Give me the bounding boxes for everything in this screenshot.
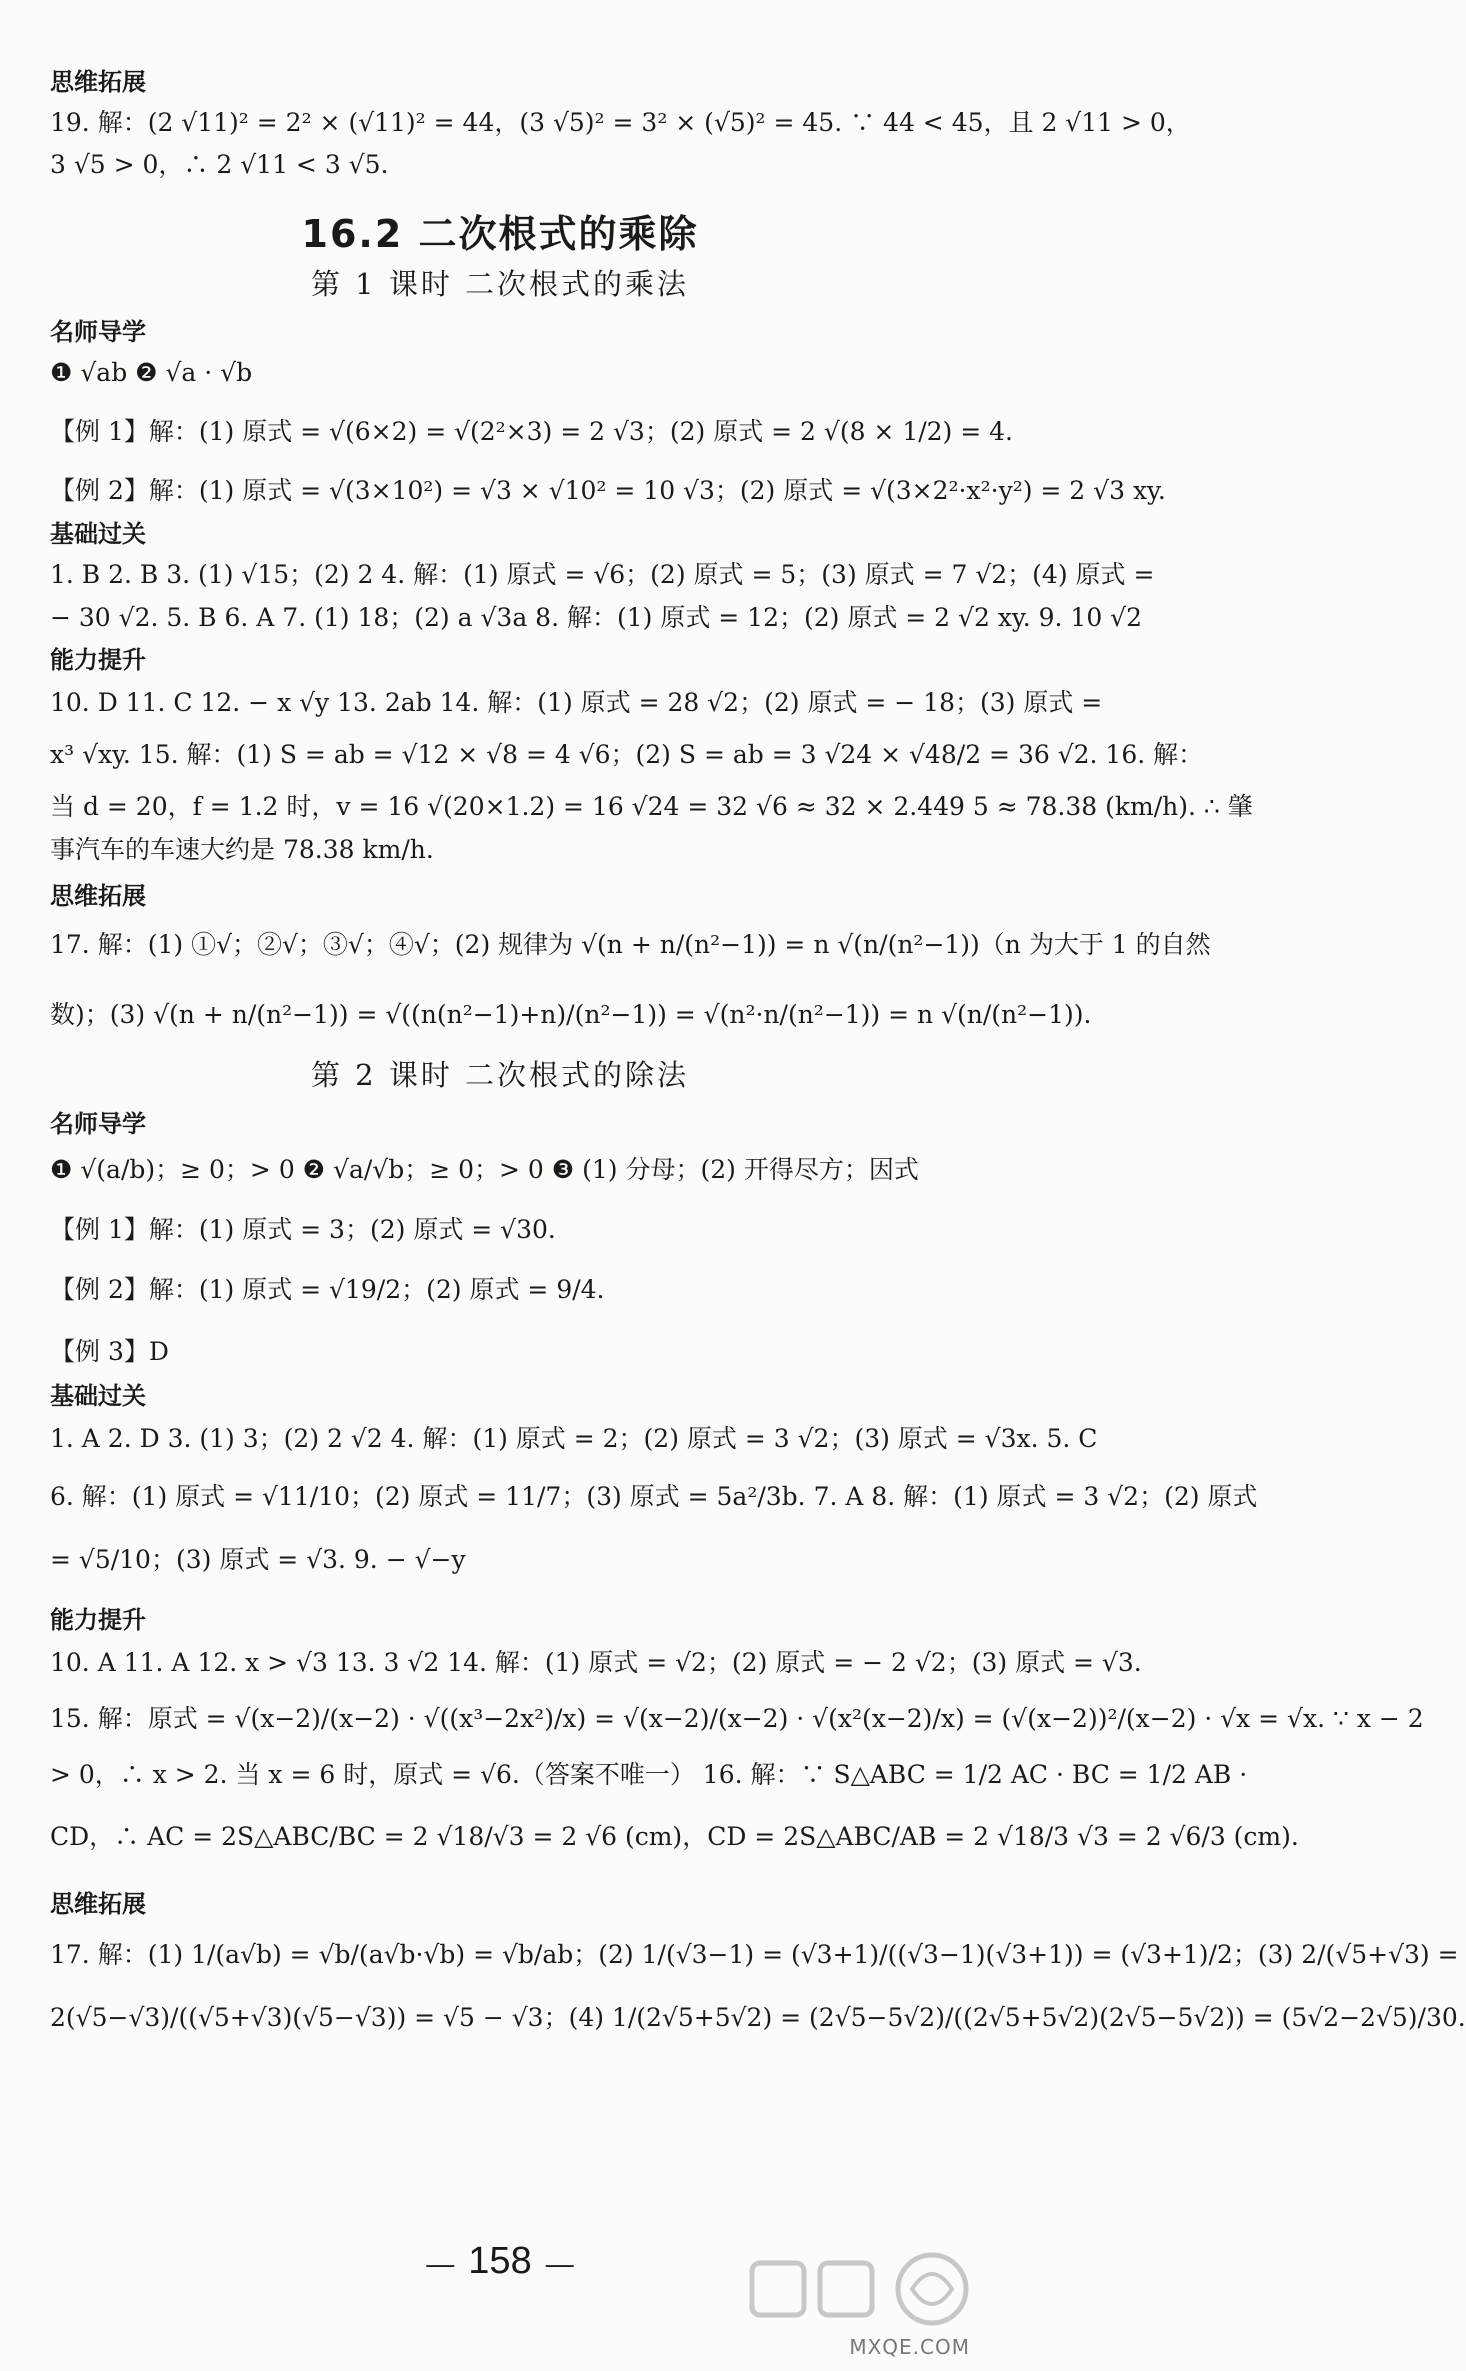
answer-line: 19. 解：(2 √11)² = 2² × (√11)² = 44，(3 √5)² = 3² × (√5)² = 45. ∵ 44 < 45，且 2 √11 > 0， [50, 108, 1191, 137]
answer-line: 数)；(3) √(n + n/(n²−1)) = √((n(n²−1)+n)/(n²−1)) = √(n²·n/(n²−1)) = n √(n/(n²−1)). [50, 1000, 1092, 1029]
page-number: — 158 — [0, 2240, 1000, 2283]
answer-line: 【例 3】D [50, 1337, 169, 1366]
answer-line: x³ √xy. 15. 解：(1) S = ab = √12 × √8 = 4 √6；(2) S = ab = 3 √24 × √48/2 = 36 √2. 16. 解： [50, 740, 1204, 769]
answer-line: = √5/10；(3) 原式 = √3. 9. − √−y [50, 1545, 466, 1574]
answer-line: 15. 解：原式 = √(x−2)/(x−2) · √((x³−2x²)/x) = √(x−2)/(x−2) · √(x²(x−2)/x) = (√(x−2))²/(x−2) · √x = √x. ∵ x − 2 [50, 1704, 1424, 1733]
answer-line: 【例 2】解：(1) 原式 = √19/2；(2) 原式 = 9/4. [50, 1275, 605, 1304]
answer-line: 1. B 2. B 3. (1) √15；(2) 2 4. 解：(1) 原式 = √6；(2) 原式 = 5；(3) 原式 = 7 √2；(4) 原式 = [50, 560, 1155, 589]
section-heading: 思维拓展 [50, 1890, 146, 1918]
answer-line: CD，∴ AC = 2S△ABC/BC = 2 √18/√3 = 2 √6 (cm)，CD = 2S△ABC/AB = 2 √18/3 √3 = 2 √6/3 (cm). [50, 1822, 1299, 1851]
section-heading: 能力提升 [50, 646, 146, 674]
answer-line: − 30 √2. 5. B 6. A 7. (1) 18；(2) a √3a 8. 解：(1) 原式 = 12；(2) 原式 = 2 √2 xy. 9. 10 √2 [50, 603, 1143, 632]
answer-line: 6. 解：(1) 原式 = √11/10；(2) 原式 = 11/7；(3) 原式 = 5a²/3b. 7. A 8. 解：(1) 原式 = 3 √2；(2) 原式 [50, 1482, 1258, 1511]
answer-line: 事汽车的车速大约是 78.38 km/h. [50, 835, 434, 864]
answer-line: 2(√5−√3)/((√5+√3)(√5−√3)) = √5 − √3；(4) 1/(2√5+5√2) = (2√5−5√2)/((2√5+5√2)(2√5−5√2)) = (5√2−2√5)/30. [50, 2003, 1466, 2032]
section-heading: 基础过关 [50, 520, 146, 548]
watermark-text: MXQE.COM [849, 2335, 970, 2359]
answer-line: > 0，∴ x > 2. 当 x = 6 时，原式 = √6.（答案不唯一） 16. 解：∵ S△ABC = 1/2 AC · BC = 1/2 AB · [50, 1760, 1248, 1789]
answer-line: ❶ √(a/b)；≥ 0；> 0 ❷ √a/√b；≥ 0；> 0 ❸ (1) 分母；(2) 开得尽方；因式 [50, 1155, 919, 1184]
answer-line: 10. A 11. A 12. x > √3 13. 3 √2 14. 解：(1) 原式 = √2；(2) 原式 = − 2 √2；(3) 原式 = √3. [50, 1648, 1142, 1677]
answer-line: 【例 2】解：(1) 原式 = √(3×10²) = √3 × √10² = 10 √3；(2) 原式 = √(3×2²·x²·y²) = 2 √3 xy. [50, 476, 1166, 505]
lesson-title: 第 2 课时 二次根式的除法 [310, 1058, 690, 1092]
section-heading: 名师导学 [50, 1110, 146, 1138]
lesson-title: 第 1 课时 二次根式的乘法 [310, 267, 690, 301]
section-heading: 思维拓展 [50, 68, 146, 96]
answer-line: 当 d = 20，f = 1.2 时，v = 16 √(20×1.2) = 16 √24 = 32 √6 ≈ 32 × 2.449 5 ≈ 78.38 (km/h). ∴ 肇 [50, 792, 1253, 821]
section-heading: 能力提升 [50, 1606, 146, 1634]
answer-line: 3 √5 > 0，∴ 2 √11 < 3 √5. [50, 150, 389, 179]
answer-line: 【例 1】解：(1) 原式 = √(6×2) = √(2²×3) = 2 √3；(2) 原式 = 2 √(8 × 1/2) = 4. [50, 417, 1014, 446]
lesson-title: 16.2 二次根式的乘除 [301, 212, 699, 256]
section-heading: 名师导学 [50, 318, 146, 346]
answer-line: 17. 解：(1) 1/(a√b) = √b/(a√b·√b) = √b/ab；(2) 1/(√3−1) = (√3+1)/((√3−1)(√3+1)) = (√3+1)/2；(3) 2/(√5+√3) = [50, 1940, 1459, 1969]
section-heading: 思维拓展 [50, 882, 146, 910]
answer-line: ❶ √ab ❷ √a · √b [50, 358, 253, 387]
section-heading: 基础过关 [50, 1382, 146, 1410]
answer-line: 1. A 2. D 3. (1) 3；(2) 2 √2 4. 解：(1) 原式 = 2；(2) 原式 = 3 √2；(3) 原式 = √3x. 5. C [50, 1424, 1098, 1453]
answer-line: 【例 1】解：(1) 原式 = 3；(2) 原式 = √30. [50, 1215, 556, 1244]
answer-line: 17. 解：(1) ①√；②√；③√；④√；(2) 规律为 √(n + n/(n²−1)) = n √(n/(n²−1))（n 为大于 1 的自然 [50, 930, 1211, 959]
answer-line: 10. D 11. C 12. − x √y 13. 2ab 14. 解：(1) 原式 = 28 √2；(2) 原式 = − 18；(3) 原式 = [50, 688, 1103, 717]
